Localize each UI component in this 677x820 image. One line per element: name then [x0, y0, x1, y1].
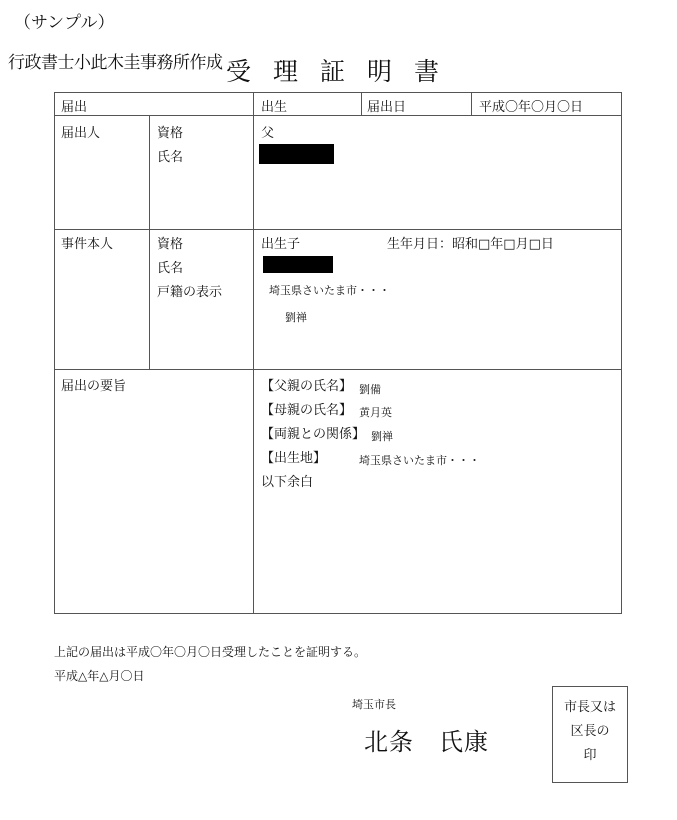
subject-registry-label: 戸籍の表示: [157, 285, 223, 300]
sample-label: （サンプル）: [14, 13, 115, 33]
notifier-qualification: 父: [261, 126, 275, 141]
father-label: 【父親の氏名】: [261, 379, 353, 394]
notifier-name-label: 氏名: [157, 150, 184, 165]
subject-qualification: 出生子: [261, 237, 301, 252]
document-title: 受理証明書: [226, 57, 462, 86]
subject-name-label: 氏名: [157, 261, 184, 276]
row-divider: [55, 229, 621, 230]
end-note: 以下余白: [261, 475, 314, 490]
subject-birthdate: 生年月日：昭和□年□月□日: [387, 237, 554, 252]
filing-label: 届出: [61, 100, 88, 115]
column-divider: [471, 93, 472, 115]
mayor-name: 北条 氏康: [364, 728, 489, 756]
certification-statement: 上記の届出は平成〇年〇月〇日受理したことを証明する。: [54, 645, 367, 659]
mother-label: 【母親の氏名】: [261, 403, 353, 418]
notifier-label: 届出人: [61, 126, 101, 141]
subject-registry-address: 埼玉県さいたま市・・・: [269, 284, 390, 297]
filing-date-label: 届出日: [367, 100, 407, 115]
mayor-title: 埼玉市長: [352, 698, 396, 711]
father-name: 劉備: [359, 383, 381, 396]
office-name: 行政書士小此木圭事務所作成: [8, 53, 223, 73]
subject-label: 事件本人: [61, 237, 114, 252]
seal-label: 市長又は 区長の 印: [563, 700, 616, 763]
relation-label: 【両親との関係】: [261, 427, 366, 442]
summary-label: 届出の要旨: [61, 379, 127, 394]
row-divider: [55, 115, 621, 116]
subject-qualification-label: 資格: [157, 237, 184, 252]
column-divider: [361, 93, 362, 115]
column-divider: [149, 115, 150, 369]
mother-name: 黄月英: [359, 406, 392, 419]
birthplace-label: 【出生地】: [261, 451, 327, 466]
issue-date: 平成△年△月〇日: [54, 669, 145, 683]
subject-name-redaction: [263, 256, 333, 273]
filing-type: 出生: [261, 100, 288, 115]
official-seal-box: [552, 686, 628, 783]
subject-registry-head: 劉禅: [285, 311, 307, 324]
column-divider: [253, 93, 254, 613]
notifier-qualification-label: 資格: [157, 126, 184, 141]
birthplace-value: 埼玉県さいたま市・・・: [359, 454, 480, 467]
certificate-table: [54, 92, 622, 614]
filing-date: 平成〇年〇月〇日: [479, 100, 584, 115]
relation-value: 劉禅: [371, 430, 393, 443]
notifier-name-redaction: [259, 144, 334, 164]
row-divider: [55, 369, 621, 370]
